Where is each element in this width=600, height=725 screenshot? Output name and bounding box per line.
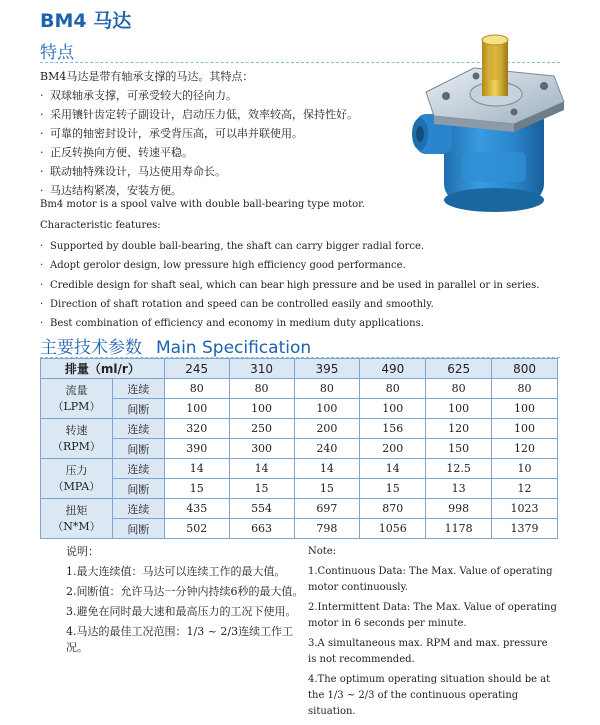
mode-label: 间断 xyxy=(112,519,164,539)
table-cell: 100 xyxy=(360,399,426,419)
table-cell: 15 xyxy=(164,479,229,499)
en-intro: Bm4 motor is a spool valve with double ball-bearing type motor. xyxy=(40,199,365,210)
displacement-col: 395 xyxy=(294,359,360,379)
mode-label: 连续 xyxy=(112,419,164,439)
list-item: · 双球轴承支撑，可承受较大的径向力。 xyxy=(40,89,237,102)
list-item: · Credible design for shaft seal, which can bear high pressure and be used in parallel or in series. xyxy=(40,279,540,291)
list-item: · 马达结构紧凑，安装方便。 xyxy=(40,184,182,197)
table-row xyxy=(41,379,558,399)
table-cell: 697 xyxy=(294,499,360,519)
mode-label: 间断 xyxy=(112,479,164,499)
table-cell: 14 xyxy=(360,459,426,479)
spec-heading-zh: 主要技术参数 xyxy=(40,338,142,358)
displacement-col: 310 xyxy=(229,359,294,379)
group-label: 扭矩 （N*M） xyxy=(41,499,113,539)
table-cell: 663 xyxy=(229,519,294,539)
displacement-col: 490 xyxy=(360,359,426,379)
displacement-col: 245 xyxy=(164,359,229,379)
list-item: · Best combination of efficiency and economy in medium duty applications. xyxy=(40,318,424,330)
list-item: · Adopt gerolor design, low pressure high efficiency good performance. xyxy=(40,260,406,272)
group-label: 流量 （LPM） xyxy=(41,379,113,419)
note-item: 2.间断值：允许马达一分钟内持续6秒的最大值。 xyxy=(66,585,304,598)
note-item: 4.The optimum operating situation should be at the 1/3 ~ 2/3 of the continuous operating situation. xyxy=(308,674,551,717)
table-cell: 80 xyxy=(164,379,229,399)
table-cell: 156 xyxy=(360,419,426,439)
mode-label: 连续 xyxy=(112,379,164,399)
table-cell: 100 xyxy=(229,399,294,419)
group-label: 压力 （MPA） xyxy=(41,459,113,499)
table-cell: 150 xyxy=(426,439,492,459)
note-item: 2.Intermittent Data: The Max. Value of operating motor in 6 seconds per minute. xyxy=(308,602,557,629)
spec-table xyxy=(40,358,558,539)
note-item: 4.马达的最佳工况范围：1/3 ~ 2/3连续工作工况。 xyxy=(66,625,294,654)
notes-zh-heading: 说明： xyxy=(66,545,99,558)
list-item: · Direction of shaft rotation and speed can be controlled easily and smoothly. xyxy=(40,298,434,310)
table-cell: 10 xyxy=(492,459,558,479)
table-cell: 15 xyxy=(229,479,294,499)
table-cell: 80 xyxy=(360,379,426,399)
table-cell: 80 xyxy=(294,379,360,399)
notes-en-heading: Note: xyxy=(308,546,337,557)
list-item: · 联动轴特殊设计，马达使用寿命长。 xyxy=(40,165,226,178)
table-cell: 100 xyxy=(164,399,229,419)
features-heading: 特点 xyxy=(40,43,74,63)
table-row xyxy=(41,519,558,539)
table-row xyxy=(41,479,558,499)
notes-en xyxy=(308,544,558,724)
note-item: 1.最大连续值：马达可以连续工作的最大值。 xyxy=(66,565,286,578)
list-item: · 采用镶针齿定转子副设计，启动压力低，效率较高，保持性好。 xyxy=(40,108,358,121)
table-cell: 1023 xyxy=(492,499,558,519)
table-cell: 100 xyxy=(294,399,360,419)
en-feature-list xyxy=(40,237,539,333)
mode-label: 间断 xyxy=(112,399,164,419)
note-item: 3.避免在同时最大速和最高压力的工况下使用。 xyxy=(66,605,297,618)
table-cell: 1056 xyxy=(360,519,426,539)
displacement-col: 800 xyxy=(492,359,558,379)
motor-illustration xyxy=(404,32,574,217)
table-cell: 1379 xyxy=(492,519,558,539)
table-cell: 435 xyxy=(164,499,229,519)
table-row xyxy=(41,499,558,519)
table-cell: 554 xyxy=(229,499,294,519)
table-cell: 100 xyxy=(492,399,558,419)
en-features-label: Characteristic features: xyxy=(40,220,161,231)
table-cell: 798 xyxy=(294,519,360,539)
table-cell: 80 xyxy=(229,379,294,399)
note-item: 1.Continuous Data: The Max. Value of operating motor continuously. xyxy=(308,566,553,593)
table-cell: 998 xyxy=(426,499,492,519)
zh-feature-list xyxy=(40,86,358,200)
page-title: BM4 马达 xyxy=(40,10,132,32)
list-item: · 可靠的轴密封设计，承受背压高，可以串并联使用。 xyxy=(40,127,303,140)
list-item: · Supported by double ball-bearing, the shaft can carry bigger radial force. xyxy=(40,241,425,252)
table-cell: 870 xyxy=(360,499,426,519)
table-cell: 15 xyxy=(294,479,360,499)
table-cell: 14 xyxy=(229,459,294,479)
list-item: · 正反转换向方便、转速平稳。 xyxy=(40,146,193,159)
table-row xyxy=(41,399,558,419)
displacement-header: 排量（ml/r） xyxy=(41,359,165,379)
table-cell: 100 xyxy=(426,399,492,419)
table-header-row xyxy=(41,359,558,379)
table-cell: 120 xyxy=(492,439,558,459)
group-label: 转速 （RPM） xyxy=(41,419,113,459)
table-cell: 14 xyxy=(164,459,229,479)
spec-heading xyxy=(40,333,311,358)
mode-label: 连续 xyxy=(112,459,164,479)
table-cell: 320 xyxy=(164,419,229,439)
table-cell: 502 xyxy=(164,519,229,539)
table-cell: 80 xyxy=(492,379,558,399)
mode-label: 连续 xyxy=(112,499,164,519)
zh-intro: BM4马达是带有轴承支撑的马达。其特点： xyxy=(40,70,254,83)
table-cell: 250 xyxy=(229,419,294,439)
table-cell: 80 xyxy=(426,379,492,399)
table-cell: 15 xyxy=(360,479,426,499)
table-row xyxy=(41,419,558,439)
table-row xyxy=(41,439,558,459)
table-cell: 100 xyxy=(492,419,558,439)
table-row xyxy=(41,459,558,479)
table-cell: 1178 xyxy=(426,519,492,539)
spec-heading-en: Main Specification xyxy=(156,338,312,358)
displacement-col: 625 xyxy=(426,359,492,379)
table-cell: 14 xyxy=(294,459,360,479)
table-cell: 12.5 xyxy=(426,459,492,479)
table-cell: 200 xyxy=(294,419,360,439)
mode-label: 间断 xyxy=(112,439,164,459)
table-cell: 12 xyxy=(492,479,558,499)
note-item: 3.A simultaneous max. RPM and max. pressure is not recommended. xyxy=(308,638,548,665)
notes-zh xyxy=(66,544,306,660)
table-cell: 200 xyxy=(360,439,426,459)
table-cell: 390 xyxy=(164,439,229,459)
table-cell: 240 xyxy=(294,439,360,459)
table-cell: 120 xyxy=(426,419,492,439)
table-cell: 300 xyxy=(229,439,294,459)
table-cell: 13 xyxy=(426,479,492,499)
